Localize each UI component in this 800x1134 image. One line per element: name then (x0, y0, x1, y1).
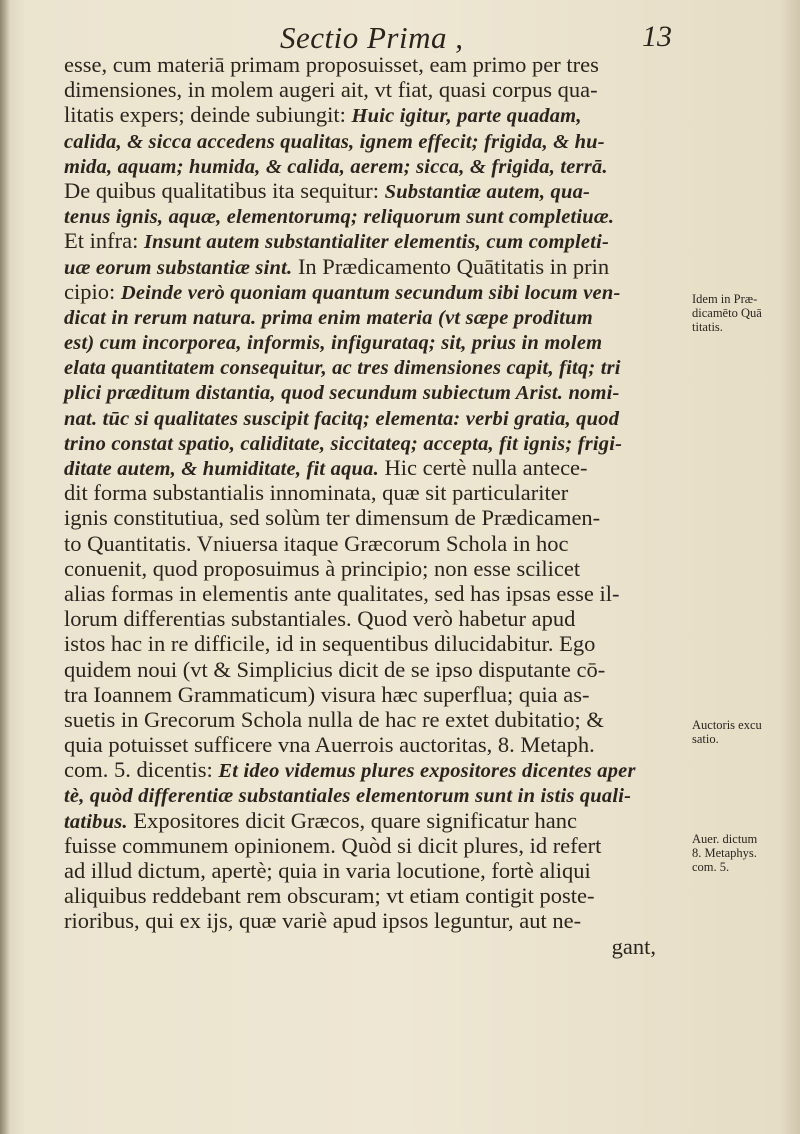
roman-text: suetis in Grecorum Schola nulla de hac re extet dubitatio; & (64, 706, 604, 732)
italic-quotation: est) cum incorporea, informis, infigurataq; sit, prius in molem (64, 332, 603, 355)
margin-note-line: Idem in Præ- (692, 292, 758, 306)
roman-text: ad illud dictum, apertè; quia in varia locutione, fortè aliqui (64, 858, 591, 883)
italic-quotation: plici præditum distantia, quod secundum subiectum Arist. nomi- (64, 382, 620, 405)
italic-quotation: Et ideo videmus plures expositores dicentes aper (218, 760, 636, 783)
italic-quotation: Deinde verò quoniam quantum secundum sibi locum ven- (120, 281, 621, 304)
roman-text: tra Ioannem Grammaticum) visura hæc superflua; quia as- (64, 681, 590, 707)
text-line (64, 505, 686, 530)
italic-quotation: Insunt autem substantialiter elementis, cum completi- (143, 231, 610, 254)
text-line (64, 354, 686, 379)
running-title: Sectio Prima , (280, 20, 464, 55)
text-line (64, 657, 686, 682)
gutter-shadow (0, 0, 10, 1134)
text-line (64, 228, 686, 253)
roman-text: aliquibus reddebant rem obscuram; vt etiam contigit poste- (64, 883, 595, 909)
text-line (64, 531, 686, 556)
text-line (64, 128, 686, 153)
text-line (64, 732, 686, 757)
text-line (64, 178, 686, 203)
roman-text: De quibus qualitatibus ita sequitur: (64, 177, 385, 203)
roman-text: quidem noui (vt & Simplicius dicit de se ipso disputante cō- (64, 656, 606, 682)
text-line (64, 480, 686, 505)
italic-quotation: elata quantitatem consequitur, ac tres dimensiones capit, fitq; tri (64, 357, 621, 380)
roman-text: litatis expers; deinde subiungit: (64, 102, 352, 128)
text-line (64, 455, 686, 480)
text-line (64, 581, 686, 606)
text-line (64, 329, 686, 354)
margin-note-line: Auer. dictum (692, 832, 758, 846)
text-line (64, 556, 686, 581)
text-line (64, 808, 686, 833)
text-line (64, 279, 686, 304)
italic-quotation: calida, & sicca accedens qualitas, ignem effecit; frigida, & hu- (64, 130, 605, 153)
roman-text: ignis constitutiua, sed solùm ter dimensum de Prædicamen- (64, 505, 601, 531)
text-line (64, 304, 686, 329)
text-line (64, 379, 686, 404)
margin-note-line: titatis. (692, 320, 723, 334)
text-line (64, 707, 686, 732)
roman-text: cipio: (64, 278, 121, 304)
page-number: 13 (642, 20, 672, 53)
roman-text: Et infra: (64, 228, 144, 254)
italic-quotation: nat. tūc si qualitates suscipit facitq; elementa: verbi gratia, quod (64, 407, 620, 430)
text-line (64, 77, 686, 102)
roman-text: to Quantitatis. Vniuersa itaque Græcorum Schola in hoc (64, 530, 569, 556)
italic-quotation: tatibus. (64, 810, 128, 833)
text-line (64, 782, 686, 807)
margin-note-line: 8. Metaphys. (692, 846, 757, 860)
margin-note-line: dicamēto Quā (692, 306, 762, 320)
italic-quotation: trino constat spatio, caliditate, siccitateq; accepta, fit ignis; frigi- (64, 432, 623, 455)
text-line (64, 883, 686, 908)
text-line (64, 430, 686, 455)
running-head (60, 14, 680, 54)
catchword: gant, (611, 933, 656, 959)
margin-note-line: satio. (692, 732, 719, 746)
text-line (64, 203, 686, 228)
roman-text: dit forma substantialis innominata, quæ sit particulariter (64, 480, 569, 506)
italic-quotation: Huic igitur, parte quadam, (351, 105, 582, 128)
italic-quotation: tè, quòd differentiæ substantiales elementorum sunt in istis quali- (64, 785, 632, 808)
text-line (64, 833, 686, 858)
margin-note-auctoris (692, 718, 800, 746)
roman-text: esse, cum materiā primam proposuisset, eam primo per tres (64, 52, 599, 77)
roman-text: Hic certè nulla antece- (378, 455, 588, 480)
roman-text: lorum differentias substantiales. Quod verò habetur apud (64, 606, 576, 632)
roman-text: rioribus, qui ex ijs, quæ variè apud ipsos leguntur, aut ne- (64, 908, 582, 934)
italic-quotation: Substantiæ autem, qua- (384, 180, 591, 203)
roman-text: fuisse communem opinionem. Quòd si dicit plures, id refert (64, 832, 602, 858)
text-line (64, 102, 686, 127)
roman-text: alias formas in elementis ante qualitates, sed has ipsas esse il- (64, 580, 620, 606)
text-line (64, 606, 686, 631)
roman-text: com. 5. dicentis: (64, 757, 219, 783)
text-line (64, 682, 686, 707)
italic-quotation: tenus ignis, aquæ, elementorumq; reliquorum sunt completiuæ. (64, 206, 615, 229)
roman-text: Expositores dicit Græcos, quare significatur hanc (127, 807, 577, 833)
margin-note-auerrois (692, 832, 800, 874)
text-line (64, 631, 686, 656)
margin-note-idem (692, 292, 800, 334)
roman-text: dimensiones, in molem augeri ait, vt fiat, quasi corpus qua- (64, 77, 598, 103)
text-line (64, 254, 686, 279)
body-text (64, 52, 686, 959)
text-line (64, 405, 686, 430)
italic-quotation: uæ eorum substantiæ sint. (64, 256, 293, 279)
italic-quotation: ditate autem, & humiditate, fit aqua. (64, 458, 379, 480)
text-line (64, 908, 686, 933)
roman-text: conuenit, quod proposuimus à principio; non esse scilicet (64, 555, 581, 581)
italic-quotation: dicat in rerum natura. prima enim materia (vt sæpe proditum (64, 306, 593, 329)
margin-note-line: Auctoris excu (692, 718, 762, 732)
text-line (64, 153, 686, 178)
italic-quotation: mida, aquam; humida, & calida, aerem; sicca, & frigida, terrā. (64, 155, 608, 178)
margin-note-line: com. 5. (692, 860, 730, 874)
text-line (64, 52, 686, 77)
roman-text: quia potuisset sufficere vna Auerrois auctoritas, 8. Metaph. (64, 732, 595, 758)
roman-text: istos hac in re difficile, id in sequentibus dilucidabitur. Ego (64, 631, 596, 657)
roman-text: In Prædicamento Quātitatis in prin (292, 253, 610, 279)
text-line (64, 858, 686, 883)
text-line (64, 757, 686, 782)
